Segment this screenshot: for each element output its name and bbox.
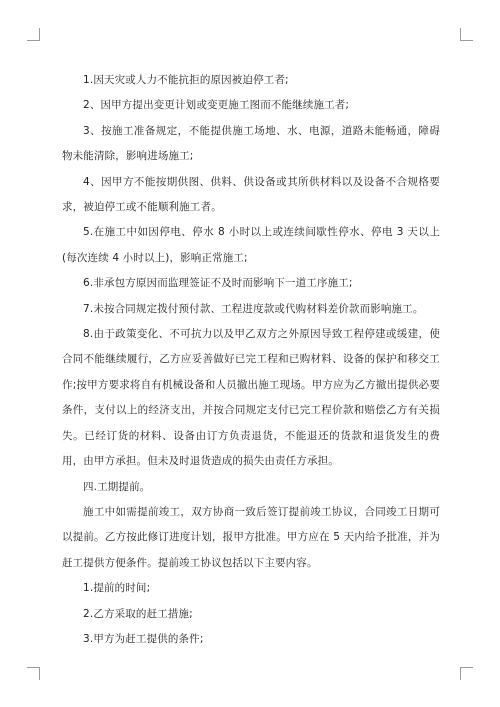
- crop-mark-top-right: [460, 28, 473, 41]
- crop-mark-bottom-left: [27, 667, 40, 680]
- section-heading: 四.工期提前。: [83, 480, 151, 493]
- list-item: 1.提前的时间;: [83, 582, 151, 595]
- paragraph: 5.在施工中如因停电、停水 8 小时以上或连续间歇性停水、停电 3 天以上(每次连续 4 小时以上)，影响正常施工;: [62, 226, 440, 264]
- document-body: [62, 68, 440, 652]
- paragraph: 4、因甲方不能按期供图、供料、供设备或其所供材料以及设备不合规格要求，被迫停工或不能顺利施工者。: [62, 175, 440, 214]
- paragraph: 1.因天灾或人力不能抗拒的原因被迫停工者;: [83, 74, 289, 86]
- paragraph: 施工中如需提前竣工，双方协商一致后签订提前竣工协议，合同竣工日期可以提前。乙方按此修订进度计划，报甲方批准。甲方应在 5 天内给予批准，并为赶工提供方便条件。提前竣工协议包括以下主要内容。: [62, 505, 440, 569]
- crop-mark-top-left: [27, 28, 40, 41]
- paragraph: 3、按施工准备规定，不能提供施工场地、水、电源，道路未能畅通，障碍物未能清除，影响进场施工;: [62, 124, 440, 163]
- paragraph: 2、因甲方提出变更计划或变更施工图而不能继续施工者;: [83, 99, 350, 112]
- list-item: 2.乙方采取的赶工措施;: [83, 607, 193, 620]
- list-item: 3.甲方为赶工提供的条件;: [83, 632, 204, 645]
- paragraph: 7.未按合同规定拨付预付款、工程进度款或代购材料差价款而影响施工。: [83, 302, 424, 315]
- crop-mark-bottom-right: [460, 667, 473, 680]
- paragraph: 8.由于政策变化、不可抗力以及甲乙双方之外原因导致工程停建或缓建，使合同不能继续履行，乙方应妥善做好已完工程和已购材料、设备的保护和移交工作;按甲方要求将自有机械设备和人员撤出施工现场。甲方应为乙方撤出提供必要条件，支付以上的经济支出，并按合同规定支付已完工程价款和赔偿乙方有关损失。已经订货的材料、设备由订方负责退货，不能退还的货款和退货发生的费用，由甲方承担。但未及时退货造成的损失由责任方承担。: [62, 328, 440, 468]
- paragraph: 6.非承包方原因而监理签证不及时而影响下一道工序施工;: [83, 277, 353, 290]
